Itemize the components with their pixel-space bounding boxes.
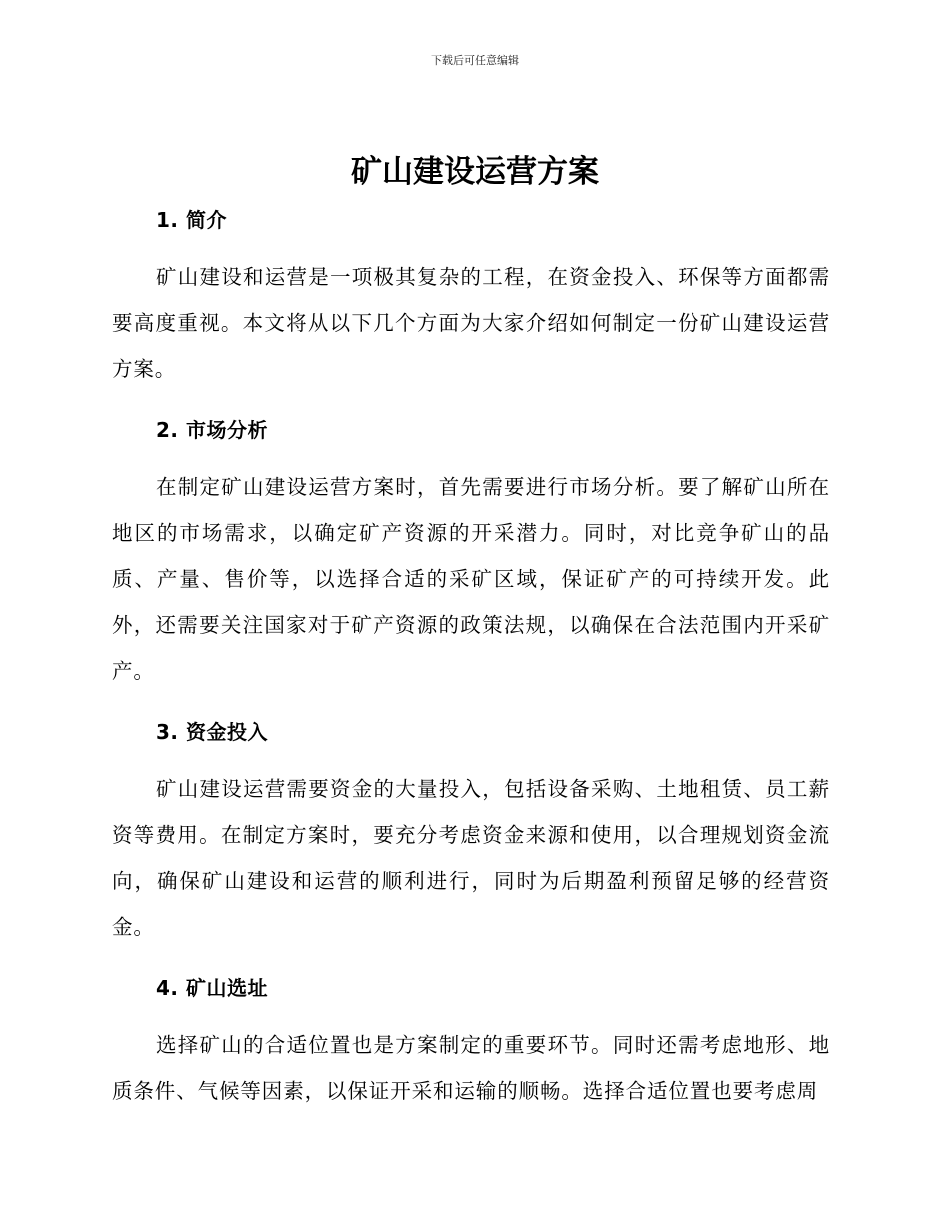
section-mine-site-selection bbox=[112, 968, 830, 1114]
document-body bbox=[112, 200, 830, 1132]
section-capital-investment bbox=[112, 712, 830, 950]
section-paragraph: 矿山建设运营需要资金的大量投入，包括设备采购、土地租赁、员工薪资等费用。在制定方案时，要充分考虑资金来源和使用，以合理规划资金流向，确保矿山建设和运营的顺利进行，同时为后期盈利预留足够的经营资金。 bbox=[112, 777, 830, 939]
section-heading: 2. 市场分析 bbox=[156, 418, 268, 442]
section-introduction bbox=[112, 200, 830, 392]
document-title: 矿山建设运营方案 bbox=[351, 154, 599, 190]
section-paragraph: 在制定矿山建设运营方案时，首先需要进行市场分析。要了解矿山所在地区的市场需求，以确定矿产资源的开采潜力。同时，对比竞争矿山的品质、产量、售价等，以选择合适的采矿区域，保证矿产的可持续开发。此外，还需要关注国家对于矿产资源的政策法规，以确保在合法范围内开采矿产。 bbox=[112, 475, 830, 683]
section-paragraph: 矿山建设和运营是一项极其复杂的工程，在资金投入、环保等方面都需要高度重视。本文将从以下几个方面为大家介绍如何制定一份矿山建设运营方案。 bbox=[112, 265, 830, 381]
section-market-analysis bbox=[112, 410, 830, 694]
section-heading: 4. 矿山选址 bbox=[156, 976, 268, 1000]
section-paragraph: 选择矿山的合适位置也是方案制定的重要环节。同时还需考虑地形、地质条件、气候等因素，以保证开采和运输的顺畅。选择合适位置也要考虑周 bbox=[112, 1033, 830, 1103]
page-header-note: 下载后可任意编辑 bbox=[431, 54, 519, 67]
section-heading: 3. 资金投入 bbox=[156, 720, 268, 744]
section-heading: 1. 简介 bbox=[156, 208, 227, 232]
